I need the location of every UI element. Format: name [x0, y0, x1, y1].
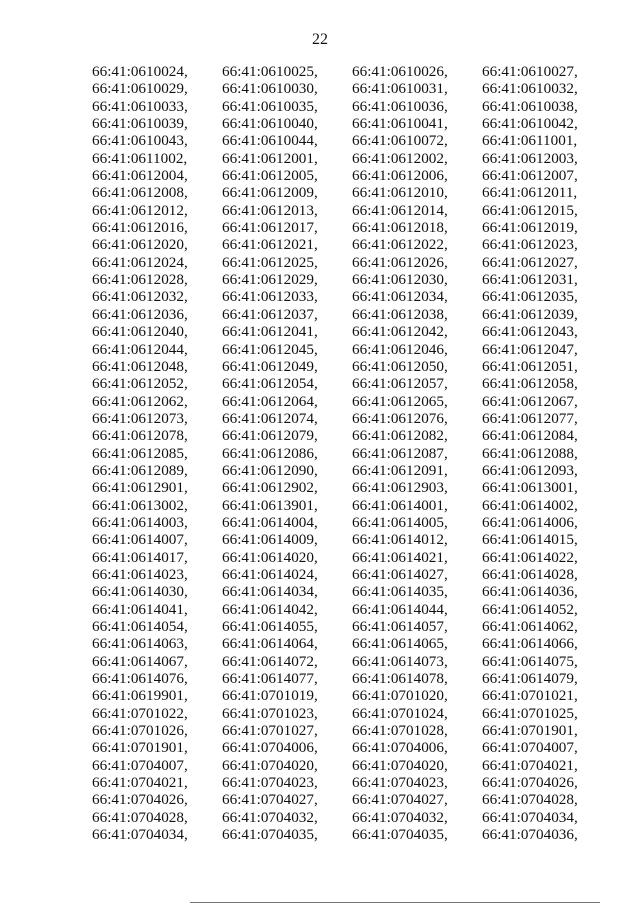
cadastral-number: 66:41:0612047,: [482, 340, 578, 358]
cadastral-number: 66:41:0614075,: [482, 652, 578, 670]
cadastral-number: 66:41:0704026,: [482, 774, 578, 792]
cadastral-number: 66:41:0614009,: [222, 531, 318, 549]
cadastral-number: 66:41:0612010,: [352, 184, 448, 202]
cadastral-number: 66:41:0704028,: [482, 791, 578, 809]
cadastral-number: 66:41:0612001,: [222, 149, 318, 167]
cadastral-number: 66:41:0610036,: [352, 97, 448, 115]
cadastral-number: 66:41:0612019,: [482, 219, 578, 237]
cadastral-number: 66:41:0612006,: [352, 167, 448, 185]
cadastral-number: 66:41:0610024,: [92, 63, 188, 80]
cadastral-number: 66:41:0612078,: [92, 427, 188, 445]
cadastral-number: 66:41:0614017,: [92, 548, 188, 566]
cadastral-number: 66:41:0704006,: [352, 739, 448, 757]
cadastral-number: 66:41:0614078,: [352, 670, 448, 688]
cadastral-number: 66:41:0704034,: [482, 808, 578, 826]
cadastral-number: 66:41:0614054,: [92, 618, 188, 635]
cadastral-number: 66:41:0704021,: [482, 756, 578, 774]
cadastral-number: 66:41:0613002,: [92, 496, 188, 514]
cadastral-number: 66:41:0614041,: [92, 600, 188, 618]
cadastral-number: 66:41:0704020,: [352, 756, 448, 774]
cadastral-number: 66:41:0612034,: [352, 288, 448, 306]
cadastral-number: 66:41:0612045,: [222, 340, 318, 358]
cadastral-number: 66:41:0611001,: [482, 132, 578, 150]
cadastral-number: 66:41:0612011,: [482, 184, 578, 202]
cadastral-number: 66:41:0612065,: [352, 392, 448, 410]
cadastral-number: 66:41:0612030,: [352, 271, 448, 289]
cadastral-number: 66:41:0704027,: [352, 791, 448, 809]
cadastral-number: 66:41:0701028,: [352, 722, 448, 740]
cadastral-number: 66:41:0704026,: [92, 791, 188, 809]
cadastral-number: 66:41:0701021,: [482, 687, 578, 705]
cadastral-number: 66:41:0610035,: [222, 97, 318, 115]
cadastral-number: 66:41:0701901,: [92, 739, 188, 757]
cadastral-number: 66:41:0701027,: [222, 722, 318, 740]
cadastral-number: 66:41:0610025,: [222, 63, 318, 80]
cadastral-number: 66:41:0614057,: [352, 618, 448, 635]
cadastral-number: 66:41:0610032,: [482, 80, 578, 98]
cadastral-number: 66:41:0614020,: [222, 548, 318, 566]
cadastral-number: 66:41:0612086,: [222, 444, 318, 462]
cadastral-number: 66:41:0613901,: [222, 496, 318, 514]
cadastral-number: 66:41:0612035,: [482, 288, 578, 306]
cadastral-number: 66:41:0704006,: [222, 739, 318, 757]
cadastral-number: 66:41:0612076,: [352, 409, 448, 427]
cadastral-number: 66:41:0611002,: [92, 149, 188, 167]
cadastral-number: 66:41:0612077,: [482, 409, 578, 427]
cadastral-number: 66:41:0614027,: [352, 565, 448, 583]
cadastral-number: 66:41:0614024,: [222, 565, 318, 583]
cadastral-number: 66:41:0612062,: [92, 392, 188, 410]
cadastral-number: 66:41:0614002,: [482, 496, 578, 514]
cadastral-number: 66:41:0701025,: [482, 704, 578, 722]
bottom-rule: [190, 902, 600, 903]
cadastral-number: 66:41:0701020,: [352, 687, 448, 705]
cadastral-number: 66:41:0612089,: [92, 461, 188, 479]
cadastral-number: 66:41:0614035,: [352, 583, 448, 601]
cadastral-number: 66:41:0614079,: [482, 670, 578, 688]
cadastral-number: 66:41:0610026,: [352, 63, 448, 80]
cadastral-number: 66:41:0612002,: [352, 149, 448, 167]
cadastral-number: 66:41:0612007,: [482, 167, 578, 185]
cadastral-number: 66:41:0612903,: [352, 479, 448, 497]
cadastral-number: 66:41:0704023,: [352, 774, 448, 792]
cadastral-number: 66:41:0704032,: [222, 808, 318, 826]
cadastral-number: 66:41:0701022,: [92, 704, 188, 722]
cadastral-number: 66:41:0612051,: [482, 357, 578, 375]
cadastral-number: 66:41:0614065,: [352, 635, 448, 653]
cadastral-number: 66:41:0610027,: [482, 63, 578, 80]
cadastral-number: 66:41:0612079,: [222, 427, 318, 445]
cadastral-number: 66:41:0704007,: [92, 756, 188, 774]
cadastral-number: 66:41:0612024,: [92, 253, 188, 271]
cadastral-number: 66:41:0704027,: [222, 791, 318, 809]
cadastral-number: 66:41:0614063,: [92, 635, 188, 653]
cadastral-number: 66:41:0610041,: [352, 115, 448, 133]
cadastral-number: 66:41:0612039,: [482, 305, 578, 323]
cadastral-number: 66:41:0612902,: [222, 479, 318, 497]
cadastral-number: 66:41:0612021,: [222, 236, 318, 254]
cadastral-number: 66:41:0701024,: [352, 704, 448, 722]
cadastral-number: 66:41:0612031,: [482, 271, 578, 289]
cadastral-number: 66:41:0614076,: [92, 670, 188, 688]
cadastral-number: 66:41:0612048,: [92, 357, 188, 375]
cadastral-number: 66:41:0614023,: [92, 565, 188, 583]
cadastral-number: 66:41:0610043,: [92, 132, 188, 150]
cadastral-number: 66:41:0614064,: [222, 635, 318, 653]
cadastral-number: 66:41:0614077,: [222, 670, 318, 688]
cadastral-number: 66:41:0612028,: [92, 271, 188, 289]
cadastral-number: 66:41:0704023,: [222, 774, 318, 792]
cadastral-number: 66:41:0612008,: [92, 184, 188, 202]
cadastral-number: 66:41:0612046,: [352, 340, 448, 358]
cadastral-number: 66:41:0612049,: [222, 357, 318, 375]
cadastral-number: 66:41:0612027,: [482, 253, 578, 271]
cadastral-number: 66:41:0704020,: [222, 756, 318, 774]
cadastral-number: 66:41:0612036,: [92, 305, 188, 323]
cadastral-number: 66:41:0612025,: [222, 253, 318, 271]
cadastral-number: 66:41:0704032,: [352, 808, 448, 826]
cadastral-number: 66:41:0614066,: [482, 635, 578, 653]
cadastral-number: 66:41:0612029,: [222, 271, 318, 289]
cadastral-number: 66:41:0610038,: [482, 97, 578, 115]
cadastral-number: 66:41:0612088,: [482, 444, 578, 462]
cadastral-number: 66:41:0610030,: [222, 80, 318, 98]
cadastral-number: 66:41:0610042,: [482, 115, 578, 133]
cadastral-number: 66:41:0612005,: [222, 167, 318, 185]
cadastral-number: 66:41:0614052,: [482, 600, 578, 618]
cadastral-number: 66:41:0612016,: [92, 219, 188, 237]
cadastral-number: 66:41:0614003,: [92, 513, 188, 531]
cadastral-number: 66:41:0704034,: [92, 826, 188, 844]
cadastral-number: 66:41:0612022,: [352, 236, 448, 254]
cadastral-number: 66:41:0612014,: [352, 201, 448, 219]
cadastral-number: 66:41:0612037,: [222, 305, 318, 323]
cadastral-number: 66:41:0612087,: [352, 444, 448, 462]
cadastral-number: 66:41:0612018,: [352, 219, 448, 237]
cadastral-number: 66:41:0612017,: [222, 219, 318, 237]
cadastral-number: 66:41:0704028,: [92, 808, 188, 826]
cadastral-number: 66:41:0701023,: [222, 704, 318, 722]
cadastral-number: 66:41:0612073,: [92, 409, 188, 427]
cadastral-number: 66:41:0614067,: [92, 652, 188, 670]
cadastral-number: 66:41:0614028,: [482, 565, 578, 583]
cadastral-number: 66:41:0701019,: [222, 687, 318, 705]
cadastral-number: 66:41:0612044,: [92, 340, 188, 358]
cadastral-number: 66:41:0612020,: [92, 236, 188, 254]
page-number: 22: [312, 31, 328, 48]
cadastral-number: 66:41:0701026,: [92, 722, 188, 740]
cadastral-number: 66:41:0610072,: [352, 132, 448, 150]
cadastral-number: 66:41:0612043,: [482, 323, 578, 341]
cadastral-number: 66:41:0612009,: [222, 184, 318, 202]
cadastral-number: 66:41:0612050,: [352, 357, 448, 375]
cadastral-number: 66:41:0613001,: [482, 479, 578, 497]
cadastral-number: 66:41:0704036,: [482, 826, 578, 844]
cadastral-number: 66:41:0614005,: [352, 513, 448, 531]
cadastral-number: 66:41:0612052,: [92, 375, 188, 393]
cadastral-number: 66:41:0612012,: [92, 201, 188, 219]
cadastral-number: 66:41:0612091,: [352, 461, 448, 479]
cadastral-number: 66:41:0612040,: [92, 323, 188, 341]
cadastral-number: 66:41:0614062,: [482, 618, 578, 635]
cadastral-number: 66:41:0610039,: [92, 115, 188, 133]
cadastral-number: 66:41:0612003,: [482, 149, 578, 167]
cadastral-number: 66:41:0614072,: [222, 652, 318, 670]
cadastral-number: 66:41:0614022,: [482, 548, 578, 566]
cadastral-number: 66:41:0614055,: [222, 618, 318, 635]
cadastral-number: 66:41:0614044,: [352, 600, 448, 618]
cadastral-number: 66:41:0612093,: [482, 461, 578, 479]
cadastral-number: 66:41:0614036,: [482, 583, 578, 601]
cadastral-number: 66:41:0612041,: [222, 323, 318, 341]
cadastral-number: 66:41:0612085,: [92, 444, 188, 462]
cadastral-number: 66:41:0614030,: [92, 583, 188, 601]
cadastral-number-list: [92, 63, 612, 843]
cadastral-number: 66:41:0614015,: [482, 531, 578, 549]
cadastral-number: 66:41:0704035,: [352, 826, 448, 844]
cadastral-number: 66:41:0614001,: [352, 496, 448, 514]
cadastral-number: 66:41:0614012,: [352, 531, 448, 549]
cadastral-number: 66:41:0704021,: [92, 774, 188, 792]
cadastral-number: 66:41:0612064,: [222, 392, 318, 410]
cadastral-number: 66:41:0612032,: [92, 288, 188, 306]
cadastral-number: 66:41:0619901,: [92, 687, 188, 705]
cadastral-number: 66:41:0612033,: [222, 288, 318, 306]
cadastral-number: 66:41:0612901,: [92, 479, 188, 497]
cadastral-number: 66:41:0612015,: [482, 201, 578, 219]
cadastral-number: 66:41:0610031,: [352, 80, 448, 98]
cadastral-number: 66:41:0610029,: [92, 80, 188, 98]
cadastral-number: 66:41:0612013,: [222, 201, 318, 219]
cadastral-number: 66:41:0614073,: [352, 652, 448, 670]
cadastral-number: 66:41:0614021,: [352, 548, 448, 566]
cadastral-number: 66:41:0612090,: [222, 461, 318, 479]
cadastral-number: 66:41:0612042,: [352, 323, 448, 341]
cadastral-number: 66:41:0612038,: [352, 305, 448, 323]
cadastral-number: 66:41:0614034,: [222, 583, 318, 601]
cadastral-number: 66:41:0612082,: [352, 427, 448, 445]
cadastral-number: 66:41:0612067,: [482, 392, 578, 410]
cadastral-number: 66:41:0701901,: [482, 722, 578, 740]
cadastral-number: 66:41:0614007,: [92, 531, 188, 549]
cadastral-number: 66:41:0614004,: [222, 513, 318, 531]
cadastral-number: 66:41:0614042,: [222, 600, 318, 618]
cadastral-number: 66:41:0614006,: [482, 513, 578, 531]
cadastral-number: 66:41:0612084,: [482, 427, 578, 445]
cadastral-number: 66:41:0610040,: [222, 115, 318, 133]
cadastral-number: 66:41:0610033,: [92, 97, 188, 115]
cadastral-number: 66:41:0612058,: [482, 375, 578, 393]
cadastral-number: 66:41:0612057,: [352, 375, 448, 393]
cadastral-number: 66:41:0704035,: [222, 826, 318, 844]
cadastral-number: 66:41:0612054,: [222, 375, 318, 393]
cadastral-number: 66:41:0704007,: [482, 739, 578, 757]
cadastral-number: 66:41:0612026,: [352, 253, 448, 271]
cadastral-number: 66:41:0612074,: [222, 409, 318, 427]
cadastral-number: 66:41:0610044,: [222, 132, 318, 150]
cadastral-number: 66:41:0612004,: [92, 167, 188, 185]
cadastral-number: 66:41:0612023,: [482, 236, 578, 254]
